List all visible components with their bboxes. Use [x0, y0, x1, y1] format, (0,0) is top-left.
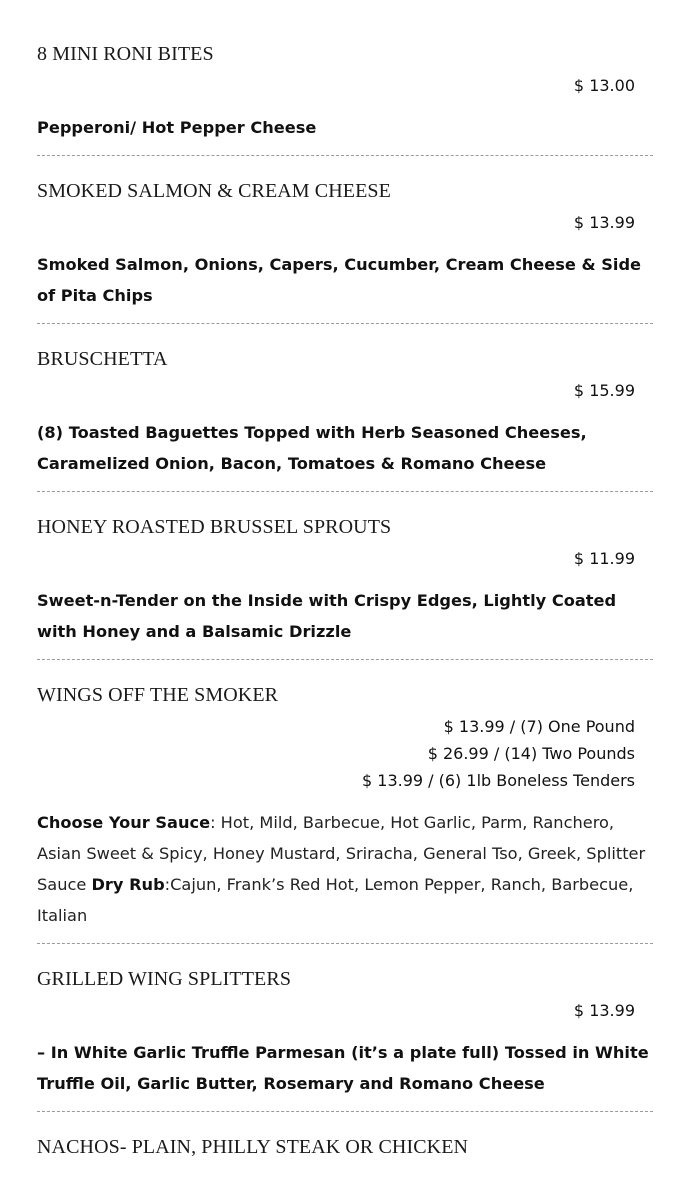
- item-price: $ 13.99: [573, 213, 635, 232]
- menu-item: [37, 1133, 653, 1173]
- menu-list: [37, 40, 653, 1194]
- item-description: Pepperoni/ Hot Pepper Cheese: [37, 118, 317, 137]
- item-title: WINGS OFF THE SMOKER: [37, 684, 279, 706]
- sauce-label: Choose Your Sauce: [37, 813, 211, 832]
- item-price: $ 13.00: [573, 76, 635, 95]
- item-title: 8 MINI RONI BITES: [37, 43, 214, 65]
- item-prices: [37, 377, 653, 404]
- item-title: HONEY ROASTED BRUSSEL SPROUTS: [37, 516, 392, 538]
- menu-item: [37, 965, 653, 1112]
- item-price: $ 15.99: [573, 381, 635, 400]
- rub-label: Dry Rub: [91, 875, 165, 894]
- item-prices: [37, 997, 653, 1024]
- item-price: $ 11.99: [573, 549, 635, 568]
- item-prices: [37, 545, 653, 572]
- menu-item: [37, 177, 653, 324]
- menu-item: [37, 345, 653, 492]
- item-description: Sweet-n-Tender on the Inside with Crispy Edges, Lightly Coated with Honey and a Balsamic Drizzle: [37, 591, 617, 641]
- item-description: (8) Toasted Baguettes Topped with Herb Seasoned Cheeses, Caramelized Onion, Bacon, Tomatoes & Romano Cheese: [37, 423, 587, 473]
- item-description: – In White Garlic Truffle Parmesan (it’s a plate full) Tossed in White Truffle Oil, Garlic Butter, Rosemary and Romano Cheese: [37, 1043, 649, 1093]
- item-title: SMOKED SALMON & CREAM CHEESE: [37, 180, 391, 202]
- sauce-options: : Hot, Mild, Barbecue, Hot Garlic, Parm, Ranchero, Asian Sweet & Spicy, Honey Mustard, Sriracha, General Tso, Greek, Splitter Sauce: [37, 813, 646, 894]
- item-prices: [37, 713, 653, 794]
- item-price: $ 13.99 / (7) One Pound: [443, 717, 635, 736]
- item-price: $ 26.99 / (14) Two Pounds: [427, 744, 635, 763]
- item-description: [37, 807, 653, 931]
- item-price: $ 13.99: [573, 1001, 635, 1020]
- item-title: NACHOS- PLAIN, PHILLY STEAK OR CHICKEN: [37, 1136, 469, 1158]
- item-title: BRUSCHETTA: [37, 348, 168, 370]
- menu-item: [37, 513, 653, 660]
- rub-options: :Cajun, Frank’s Red Hot, Lemon Pepper, Ranch, Barbecue, Italian: [37, 875, 634, 925]
- item-prices: [37, 72, 653, 99]
- item-prices: [37, 209, 653, 236]
- item-description: Smoked Salmon, Onions, Capers, Cucumber, Cream Cheese & Side of Pita Chips: [37, 255, 642, 305]
- menu-item: [37, 40, 653, 156]
- menu-item: [37, 681, 653, 944]
- item-title: GRILLED WING SPLITTERS: [37, 968, 292, 990]
- item-price: $ 13.99 / (6) 1lb Boneless Tenders: [362, 771, 635, 790]
